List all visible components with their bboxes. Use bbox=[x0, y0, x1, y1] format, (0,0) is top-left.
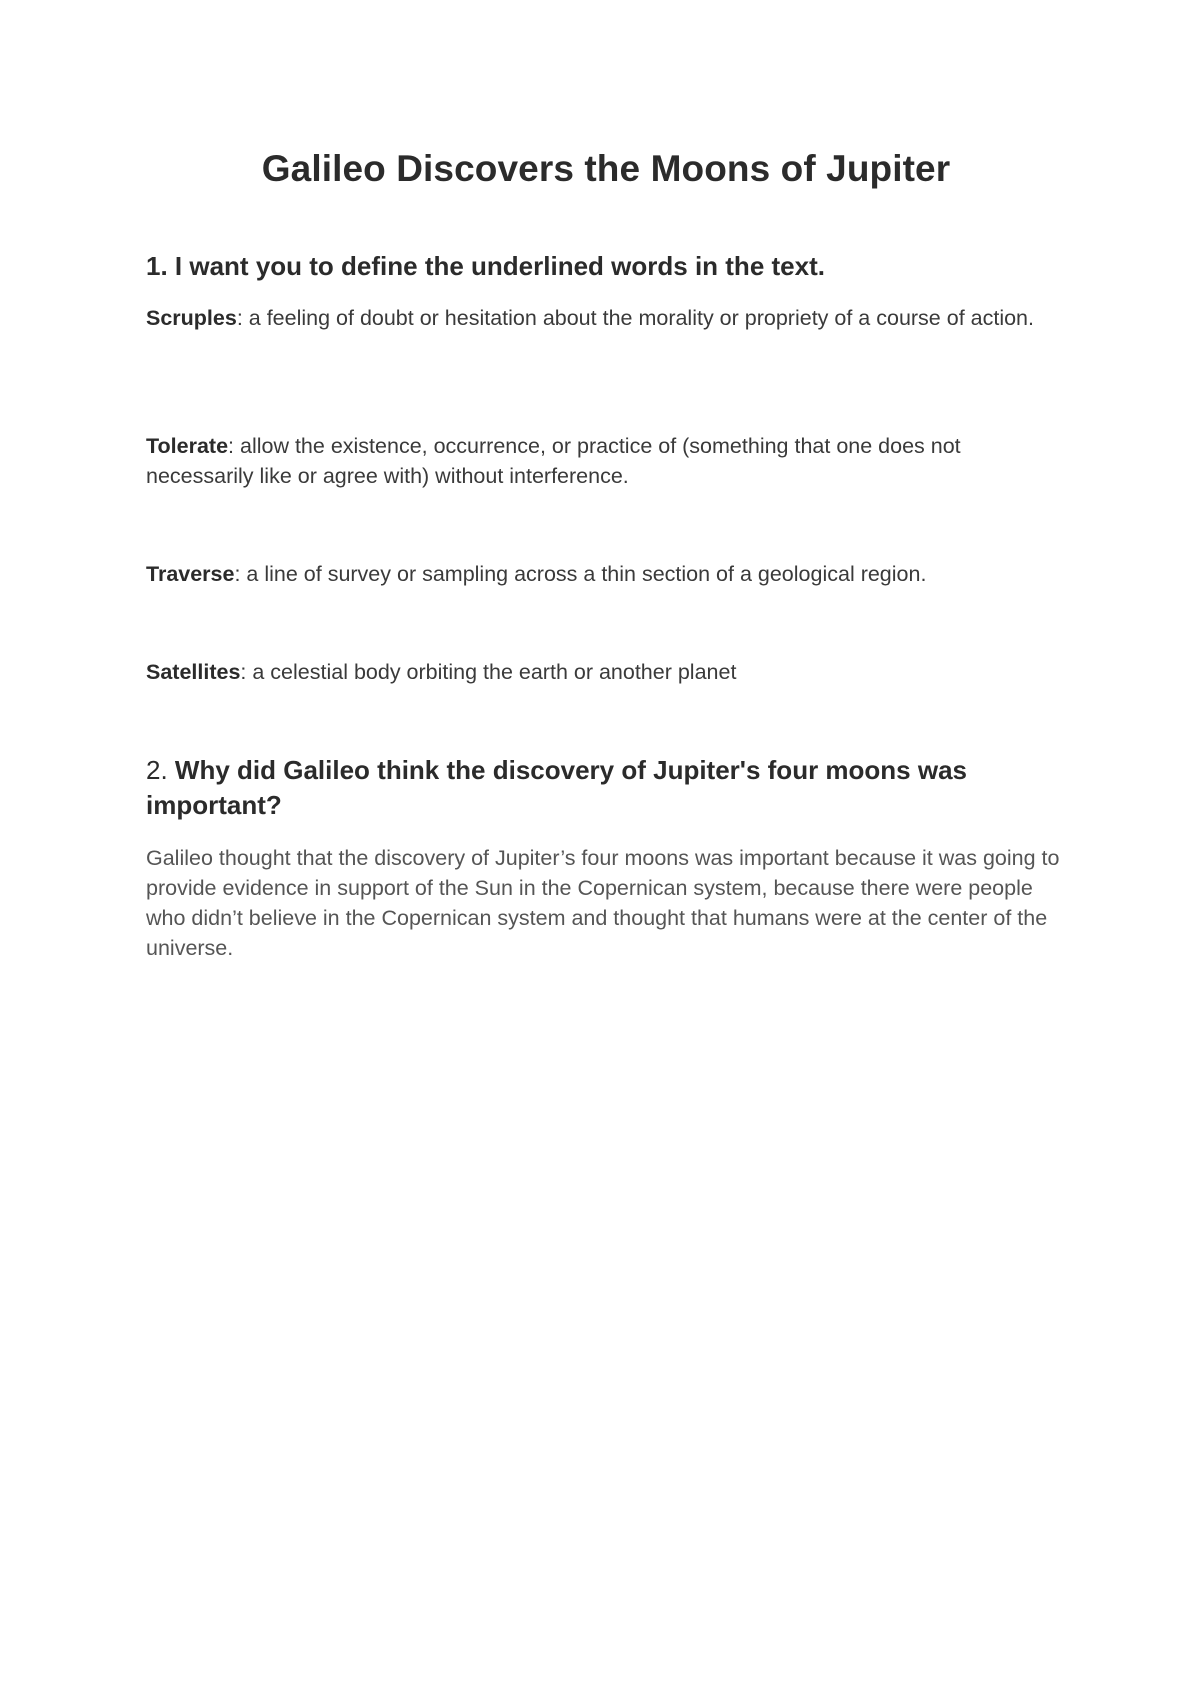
question-1-text: I want you to define the underlined words in the text. bbox=[174, 251, 825, 281]
definition-scruples bbox=[146, 303, 1066, 333]
question-2-number: 2. bbox=[146, 755, 168, 785]
definition-text: : allow the existence, occurrence, or practice of (something that one does not necessarily like or agree with) without interference. bbox=[146, 434, 961, 488]
question-1-number: 1. bbox=[146, 251, 168, 281]
question-1-heading bbox=[146, 249, 1066, 284]
definition-tolerate bbox=[146, 431, 1066, 491]
definition-text: : a celestial body orbiting the earth or another planet bbox=[240, 660, 737, 684]
definition-traverse bbox=[146, 559, 1066, 589]
document-title: Galileo Discovers the Moons of Jupiter bbox=[261, 148, 951, 189]
definition-text: : a line of survey or sampling across a thin section of a geological region. bbox=[234, 562, 927, 586]
definition-text: : a feeling of doubt or hesitation about the morality or propriety of a course of action. bbox=[236, 306, 1034, 330]
definition-satellites bbox=[146, 657, 1066, 687]
answer-2-paragraph: Galileo thought that the discovery of Jupiter’s four moons was important because it was going to provide evidence in support of the Sun in the Copernican system, because there were people who didn’t believe in the Copernican system and thought that humans were at the center of the universe. bbox=[146, 846, 1060, 960]
question-2-text: Why did Galileo think the discovery of Jupiter's four moons was important? bbox=[146, 755, 968, 820]
definition-term: Scruples bbox=[146, 306, 237, 330]
definition-term: Traverse bbox=[146, 562, 235, 586]
question-2-heading bbox=[146, 753, 1066, 823]
definition-term: Satellites bbox=[146, 660, 241, 684]
definition-term: Tolerate bbox=[146, 434, 229, 458]
